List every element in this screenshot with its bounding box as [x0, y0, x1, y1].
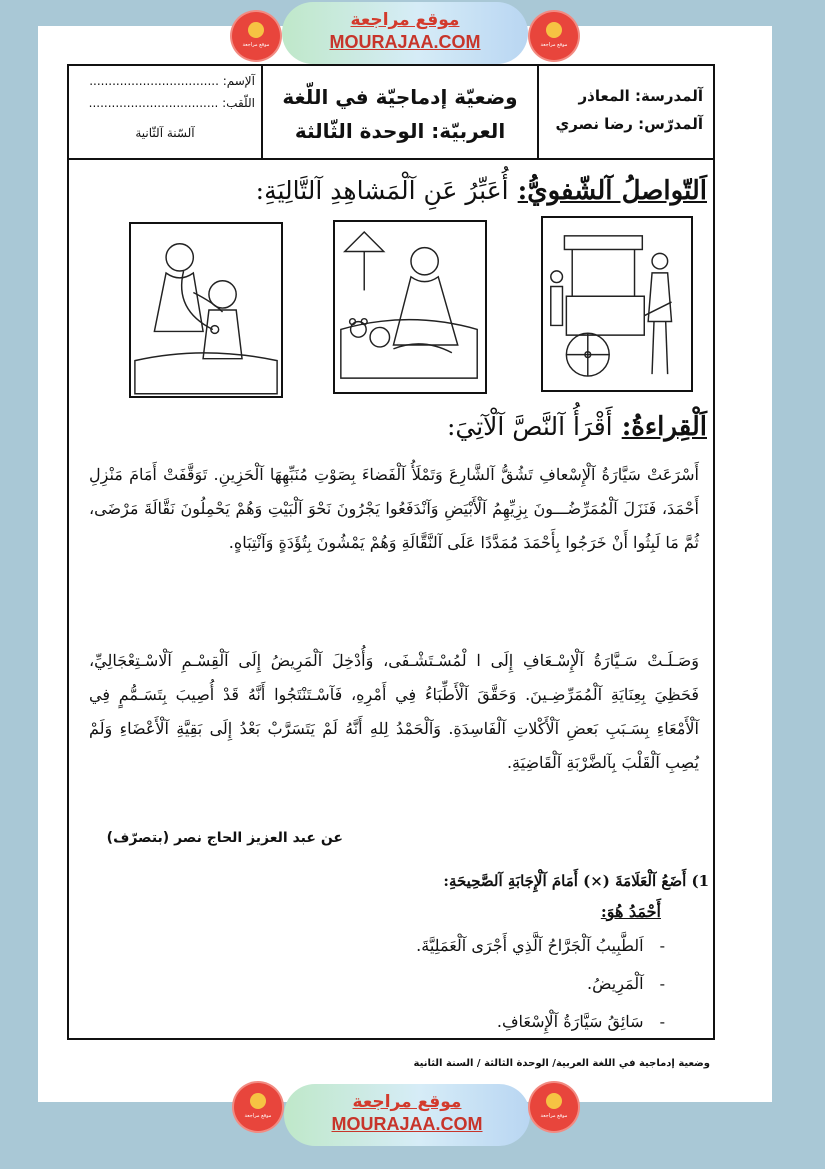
worksheet-frame	[67, 64, 715, 1040]
title-line-2: العربيّة: الوحدة الثّالثة	[294, 119, 506, 143]
question-1-subject: أَحْمَدُ هُوَ:	[600, 902, 661, 921]
school-name: آلمدرسة: المعاذر	[578, 87, 703, 105]
site-logo-icon: موقع مراجعة	[232, 12, 280, 60]
site-banner-arabic: موقع مراجعة	[350, 10, 460, 30]
site-logo-icon: موقع مراجعة	[530, 12, 578, 60]
school-info	[537, 66, 713, 158]
option-surgeon[interactable]: - اَلطَّبِيبُ آلْجَرَّاحُ آلَّذِي أَجْرَى آلْعَمَلِيَّةَ.	[416, 936, 665, 974]
question-1-prompt: 1) أَضَعُ آلْعَلَامَةَ (×) أَمَامَ آلْإِجَابَةِ آلصَّحِيحَةِ:	[443, 872, 709, 890]
teacher-name: آلمدرّس: رضا نصري	[555, 115, 703, 133]
reading-paragraph-2: وَصَـلَـتْ سَـيَّارَةُ آلْإِسْـعَافِ إِلَى ا لْمُسْـتَشْـفَى، وَأُدْخِلَ آلْمَرِيضُ إِلَى آلْقِسْـمِ آلْاسْـتِعْجَالِيِّ، فَحَظِيَ بِعِنَايَةِ آلْمُمَرِّضِـينَ. وَحَقَّقَ آلْأَطِّبَاءُ فِي أَمْرِهِ، فَآسْـتَنْتَجُوا أَنَّهُ قَدْ أُصِيبَ بِتَسَـمُّمٍ فِي آلْأَمْعَاءِ بِسَـبَبِ بَعضِ آلْأَكْلاتِ آلْفَاسِدَةِ. وَآلْحَمْدُ لِلهِ أَنَّهُ لَمْ يَتَسَرَّبْ بَعْدُ إِلَى بَقِيَّةِ آلْأَعْضَاءِ وَلَمْ يُصِبِ آلْقَلْبَ بِآلضَّرْبَةِ آلْقَاضِيَةِ.	[89, 651, 699, 772]
title-line-1: وضعيّة إدماجيّة في اللّغة	[282, 85, 518, 109]
grade-label: آلسّنة آلثّانية	[135, 126, 195, 140]
option-driver[interactable]: - سَائِقُ سَيَّارَةُ آلْإِسْعَافِ.	[416, 1012, 665, 1050]
doctor-examining-drawing	[131, 224, 281, 396]
picture-ice-cream-cart	[541, 216, 693, 392]
site-banner-latin: MOURAJAA.COM	[331, 1114, 483, 1134]
site-banner-bottom[interactable]	[284, 1084, 530, 1146]
mother-sick-child-drawing	[335, 222, 485, 392]
worksheet-footer: وضعية إدماجية في اللغة العربية/ الوحدة الثالثة / السنة الثانية	[413, 1058, 710, 1069]
site-banner-top[interactable]	[282, 2, 528, 64]
reading-paragraph-1: أَسْرَعَتْ سَيَّارَةُ آلْإِسْعافِ تَشُقُّ آلشَّارِعَ وَتَمْلَأُ آلْفَضاءَ بِصَوْتِ مُنَبِّهِهَا آلْحَزِينِ. تَوَقَّفَتْ أَمَامَ مَنْزِلِ أَحْمَدَ، فَنَزَلَ آلْمُمَرِّضُـــونَ بِزِيِّهِمُ آلْأَبْيَضِ وَآنْدَفَعُوا يَجْرُونَ نَحْوَ آلْبَيْتِ وَهُمْ يَحْمِلُونَ نَقَّالَةَ مَرْضَى، ثُمَّ مَا لَبِثُوا أَنْ خَرَجُوا بِأَحْمَدَ مُمَدَّدًا عَلَى آلنَّقَّالَةِ وَهُمْ يَمْشُونَ بِتُؤَدَةٍ وَآنْتِبَاهٍ.	[89, 465, 699, 552]
ice-cream-cart-drawing	[543, 218, 691, 390]
oral-heading: اَلتّواصلُ آلشّفويُّ:	[517, 176, 707, 206]
oral-instruction: أُعَبِّرُ عَنِ آلْمَشاهِدِ آلتَّالِيَةِ:	[255, 176, 509, 205]
site-banner-arabic: موقع مراجعة	[352, 1092, 462, 1112]
surname-field[interactable]: اللّقب: ..................................	[88, 96, 255, 110]
picture-mother-sick-child	[333, 220, 487, 394]
site-logo-icon: موقع مراجعة	[234, 1083, 282, 1131]
site-banner-latin: MOURAJAA.COM	[329, 32, 481, 52]
reading-section-title	[447, 412, 707, 442]
student-info	[69, 66, 263, 158]
worksheet-title	[261, 66, 537, 158]
picture-doctor-examining-child	[129, 222, 283, 398]
reading-instruction: أَقْرَأُ آلنَّصَّ آلْآتِيَ:	[446, 412, 613, 441]
question-1-options	[416, 936, 665, 1050]
site-logo-icon: موقع مراجعة	[530, 1083, 578, 1131]
option-patient[interactable]: - آلْمَرِيضُ.	[416, 974, 665, 1012]
reading-heading: اَلْقِراءةُ:	[621, 412, 707, 442]
worksheet-header	[69, 66, 713, 160]
name-field[interactable]: آلإسم: ..................................	[89, 74, 255, 88]
oral-section-title	[256, 176, 707, 206]
text-source: عن عبد العزيز الحاج نصر (بتصرّف)	[106, 830, 343, 846]
